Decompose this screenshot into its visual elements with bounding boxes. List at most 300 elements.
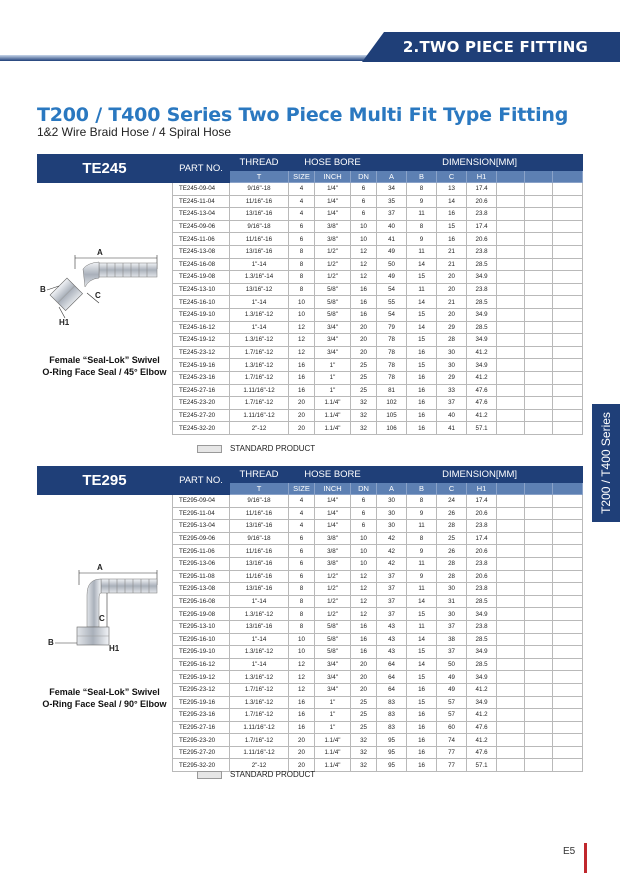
table-cell: 41 bbox=[437, 422, 467, 435]
table-cell: 37 bbox=[377, 570, 407, 583]
table-row bbox=[173, 346, 583, 359]
table-row bbox=[173, 683, 583, 696]
empty-cell bbox=[553, 495, 583, 508]
sub-col-inch: INCH bbox=[315, 171, 351, 183]
table-cell: 23.8 bbox=[467, 520, 497, 533]
empty-cell bbox=[553, 296, 583, 309]
table-cell: 12 bbox=[289, 321, 315, 334]
svg-text:B: B bbox=[48, 638, 54, 647]
sub-col-size: SIZE bbox=[289, 483, 315, 495]
empty-cell bbox=[553, 409, 583, 422]
empty-cell bbox=[525, 183, 553, 196]
table-row bbox=[173, 308, 583, 321]
sub-col-blank bbox=[525, 483, 553, 495]
table-cell: 1.3/16"-14 bbox=[230, 271, 289, 284]
table-cell: 13/16"-16 bbox=[230, 208, 289, 221]
table-cell: 49 bbox=[437, 671, 467, 684]
table-cell: 10 bbox=[351, 532, 377, 545]
table-cell: 15 bbox=[407, 271, 437, 284]
table-cell: 20 bbox=[351, 683, 377, 696]
table-cell: 14 bbox=[407, 595, 437, 608]
table-cell: 37 bbox=[377, 583, 407, 596]
table-cell: 15 bbox=[437, 220, 467, 233]
table-cell: 47.6 bbox=[467, 746, 497, 759]
table-cell: 30 bbox=[437, 608, 467, 621]
table-row bbox=[173, 671, 583, 684]
table-cell: 16 bbox=[407, 759, 437, 772]
part-number-cell: TE295-11-08 bbox=[173, 570, 230, 583]
table-cell: 16 bbox=[407, 721, 437, 734]
table-cell: 9 bbox=[407, 233, 437, 246]
table-row bbox=[173, 233, 583, 246]
table-cell: 14 bbox=[407, 258, 437, 271]
table-cell: 23.8 bbox=[467, 620, 497, 633]
table-row bbox=[173, 245, 583, 258]
empty-cell bbox=[525, 208, 553, 221]
table-cell: 20 bbox=[289, 759, 315, 772]
legend-label: STANDARD PRODUCT bbox=[230, 770, 316, 779]
empty-cell bbox=[525, 683, 553, 696]
empty-cell bbox=[525, 409, 553, 422]
empty-cell bbox=[525, 296, 553, 309]
table-cell: 43 bbox=[377, 646, 407, 659]
table-row bbox=[173, 709, 583, 722]
table-cell: 10 bbox=[351, 557, 377, 570]
table-cell: 34.9 bbox=[467, 308, 497, 321]
empty-cell bbox=[553, 570, 583, 583]
table-cell: 41.2 bbox=[467, 409, 497, 422]
table-cell: 1/2" bbox=[315, 271, 351, 284]
table-cell: 1/2" bbox=[315, 595, 351, 608]
table-cell: 9 bbox=[407, 195, 437, 208]
table-cell: 8 bbox=[407, 220, 437, 233]
table-cell: 57 bbox=[437, 709, 467, 722]
table-cell: 30 bbox=[437, 346, 467, 359]
empty-cell bbox=[497, 583, 525, 596]
table-cell: 32 bbox=[351, 734, 377, 747]
part-number-cell: TE245-13-04 bbox=[173, 208, 230, 221]
table-cell: 81 bbox=[377, 384, 407, 397]
table-cell: 23.8 bbox=[467, 208, 497, 221]
table-cell: 25 bbox=[351, 696, 377, 709]
sub-col-dn: DN bbox=[351, 483, 377, 495]
col-hose-bore: HOSE BORE bbox=[289, 155, 377, 171]
empty-cell bbox=[553, 532, 583, 545]
table-cell: 13/16"-12 bbox=[230, 283, 289, 296]
table-cell: 13 bbox=[437, 183, 467, 196]
empty-cell bbox=[497, 296, 525, 309]
table-cell: 23.8 bbox=[467, 583, 497, 596]
table-cell: 20 bbox=[289, 422, 315, 435]
table-cell: 11/16"-16 bbox=[230, 507, 289, 520]
svg-text:C: C bbox=[95, 291, 101, 300]
table-cell: 14 bbox=[407, 658, 437, 671]
empty-cell bbox=[553, 308, 583, 321]
table-row bbox=[173, 321, 583, 334]
col-part-no: PART NO. bbox=[173, 467, 230, 495]
table-cell: 1.1/4" bbox=[315, 734, 351, 747]
table-cell: 28 bbox=[437, 520, 467, 533]
table-cell: 16 bbox=[351, 646, 377, 659]
part-number-cell: TE245-19-16 bbox=[173, 359, 230, 372]
empty-cell bbox=[497, 759, 525, 772]
table-cell: 41.2 bbox=[467, 709, 497, 722]
table-cell: 41.2 bbox=[467, 346, 497, 359]
empty-cell bbox=[525, 271, 553, 284]
table-cell: 1.3/16"-12 bbox=[230, 608, 289, 621]
empty-cell bbox=[497, 359, 525, 372]
table-cell: 1.7/16"-12 bbox=[230, 346, 289, 359]
table-cell: 15 bbox=[407, 308, 437, 321]
table-cell: 16 bbox=[289, 709, 315, 722]
col-dimension: DIMENSION[MM] bbox=[377, 155, 583, 171]
col-hose-bore: HOSE BORE bbox=[289, 467, 377, 483]
empty-cell bbox=[497, 220, 525, 233]
table-cell: 54 bbox=[377, 283, 407, 296]
empty-cell bbox=[553, 371, 583, 384]
table-cell: 1/4" bbox=[315, 195, 351, 208]
empty-cell bbox=[497, 620, 525, 633]
page-subtitle: 1&2 Wire Braid Hose / 4 Spiral Hose bbox=[37, 125, 232, 139]
empty-cell bbox=[525, 321, 553, 334]
table-cell: 1.3/16"-12 bbox=[230, 359, 289, 372]
part-number-cell: TE295-13-06 bbox=[173, 557, 230, 570]
table-cell: 16 bbox=[437, 233, 467, 246]
part-number-cell: TE295-23-16 bbox=[173, 709, 230, 722]
table-cell: 37 bbox=[377, 208, 407, 221]
table-cell: 37 bbox=[377, 608, 407, 621]
table-cell: 5/8" bbox=[315, 308, 351, 321]
part-number-cell: TE245-16-10 bbox=[173, 296, 230, 309]
sub-col-inch: INCH bbox=[315, 483, 351, 495]
empty-cell bbox=[553, 583, 583, 596]
table-cell: 8 bbox=[289, 258, 315, 271]
table-cell: 15 bbox=[407, 671, 437, 684]
table-cell: 12 bbox=[289, 334, 315, 347]
empty-cell bbox=[525, 746, 553, 759]
table-cell: 4 bbox=[289, 195, 315, 208]
table-cell: 16 bbox=[407, 734, 437, 747]
empty-cell bbox=[553, 545, 583, 558]
table-cell: 1/4" bbox=[315, 208, 351, 221]
model-label: TE245 bbox=[37, 154, 172, 183]
table-cell: 24 bbox=[437, 495, 467, 508]
table-cell: 16 bbox=[407, 709, 437, 722]
table-cell: 3/4" bbox=[315, 658, 351, 671]
table-cell: 4 bbox=[289, 208, 315, 221]
empty-cell bbox=[497, 633, 525, 646]
part-number-cell: TE245-09-04 bbox=[173, 183, 230, 196]
empty-cell bbox=[525, 371, 553, 384]
table-cell: 21 bbox=[437, 296, 467, 309]
empty-cell bbox=[553, 608, 583, 621]
table-cell: 3/8" bbox=[315, 532, 351, 545]
table-cell: 6 bbox=[351, 495, 377, 508]
series-side-tab bbox=[592, 404, 620, 522]
empty-cell bbox=[553, 208, 583, 221]
table-cell: 16 bbox=[289, 371, 315, 384]
table-cell: 95 bbox=[377, 759, 407, 772]
table-cell: 8 bbox=[289, 595, 315, 608]
empty-cell bbox=[553, 520, 583, 533]
empty-cell bbox=[553, 359, 583, 372]
table-cell: 32 bbox=[351, 422, 377, 435]
empty-cell bbox=[553, 258, 583, 271]
col-thread: THREAD bbox=[230, 155, 289, 171]
table-cell: 6 bbox=[289, 233, 315, 246]
table-cell: 11 bbox=[407, 520, 437, 533]
part-number-cell: TE295-23-12 bbox=[173, 683, 230, 696]
part-number-cell: TE295-16-12 bbox=[173, 658, 230, 671]
table-cell: 1.3/16"-12 bbox=[230, 696, 289, 709]
table-cell: 12 bbox=[351, 583, 377, 596]
table-cell: 20.6 bbox=[467, 570, 497, 583]
empty-cell bbox=[525, 195, 553, 208]
empty-cell bbox=[553, 384, 583, 397]
empty-cell bbox=[525, 759, 553, 772]
table-cell: 10 bbox=[289, 296, 315, 309]
table-cell: 21 bbox=[437, 245, 467, 258]
empty-cell bbox=[553, 658, 583, 671]
col-dimension: DIMENSION[MM] bbox=[377, 467, 583, 483]
table-cell: 1/2" bbox=[315, 245, 351, 258]
table-cell: 16 bbox=[407, 409, 437, 422]
table-cell: 1.1/4" bbox=[315, 422, 351, 435]
empty-cell bbox=[553, 397, 583, 410]
empty-cell bbox=[553, 507, 583, 520]
table-cell: 1"-14 bbox=[230, 595, 289, 608]
table-cell: 57.1 bbox=[467, 759, 497, 772]
empty-cell bbox=[553, 709, 583, 722]
table-cell: 23.8 bbox=[467, 557, 497, 570]
table-cell: 3/4" bbox=[315, 346, 351, 359]
table-cell: 12 bbox=[289, 346, 315, 359]
table-cell: 11/16"-16 bbox=[230, 233, 289, 246]
table-cell: 11/16"-16 bbox=[230, 570, 289, 583]
svg-text:A: A bbox=[97, 248, 103, 257]
table-cell: 47.6 bbox=[467, 397, 497, 410]
table-cell: 1/2" bbox=[315, 583, 351, 596]
empty-cell bbox=[497, 384, 525, 397]
empty-cell bbox=[525, 283, 553, 296]
part-number-cell: TE245-13-08 bbox=[173, 245, 230, 258]
empty-cell bbox=[553, 671, 583, 684]
table-cell: 16 bbox=[351, 296, 377, 309]
table-cell: 4 bbox=[289, 495, 315, 508]
table-row bbox=[173, 583, 583, 596]
table-cell: 20 bbox=[351, 334, 377, 347]
table-cell: 12 bbox=[289, 683, 315, 696]
table-cell: 5/8" bbox=[315, 646, 351, 659]
part-number-cell: TE295-16-10 bbox=[173, 633, 230, 646]
part-number-cell: TE245-09-06 bbox=[173, 220, 230, 233]
table-cell: 30 bbox=[437, 583, 467, 596]
empty-cell bbox=[497, 233, 525, 246]
section-title: 2.TWO PIECE FITTING bbox=[402, 38, 588, 56]
empty-cell bbox=[525, 397, 553, 410]
part-number-cell: TE245-23-12 bbox=[173, 346, 230, 359]
empty-cell bbox=[525, 633, 553, 646]
table-cell: 17.4 bbox=[467, 220, 497, 233]
table-cell: 10 bbox=[351, 220, 377, 233]
part-number-cell: TE245-13-10 bbox=[173, 283, 230, 296]
table-cell: 10 bbox=[289, 646, 315, 659]
sub-col-a: A bbox=[377, 483, 407, 495]
elbow-90-drawing bbox=[37, 495, 172, 665]
table-cell: 28.5 bbox=[467, 658, 497, 671]
table-cell: 20 bbox=[289, 409, 315, 422]
table-cell: 20 bbox=[289, 397, 315, 410]
table-cell: 25 bbox=[351, 371, 377, 384]
col-thread: THREAD bbox=[230, 467, 289, 483]
table-row bbox=[173, 545, 583, 558]
part-number-cell: TE295-19-10 bbox=[173, 646, 230, 659]
table-cell: 8 bbox=[407, 183, 437, 196]
table-cell: 17.4 bbox=[467, 183, 497, 196]
table-cell: 78 bbox=[377, 334, 407, 347]
table-cell: 1/4" bbox=[315, 183, 351, 196]
empty-cell bbox=[525, 220, 553, 233]
table-cell: 95 bbox=[377, 746, 407, 759]
table-cell: 1/4" bbox=[315, 507, 351, 520]
table-cell: 3/4" bbox=[315, 334, 351, 347]
empty-cell bbox=[497, 422, 525, 435]
table-row bbox=[173, 595, 583, 608]
sub-col-blank bbox=[553, 171, 583, 183]
table-cell: 11 bbox=[407, 583, 437, 596]
empty-cell bbox=[497, 495, 525, 508]
table-cell: 4 bbox=[289, 520, 315, 533]
page-title: T200 / T400 Series Two Piece Multi Fit Type Fitting bbox=[37, 104, 569, 126]
part-number-cell: TE295-27-20 bbox=[173, 746, 230, 759]
table-cell: 20 bbox=[289, 734, 315, 747]
table-cell: 14 bbox=[407, 296, 437, 309]
empty-cell bbox=[525, 346, 553, 359]
part-number-cell: TE295-11-06 bbox=[173, 545, 230, 558]
table-cell: 78 bbox=[377, 371, 407, 384]
table-cell: 9 bbox=[407, 507, 437, 520]
table-cell: 12 bbox=[351, 595, 377, 608]
table-row bbox=[173, 646, 583, 659]
table-cell: 20 bbox=[437, 308, 467, 321]
table-row bbox=[173, 734, 583, 747]
empty-cell bbox=[497, 595, 525, 608]
table-cell: 6 bbox=[351, 507, 377, 520]
table-row bbox=[173, 397, 583, 410]
empty-cell bbox=[497, 683, 525, 696]
table-cell: 1/4" bbox=[315, 520, 351, 533]
sub-col-blank bbox=[497, 483, 525, 495]
table-cell: 23.8 bbox=[467, 283, 497, 296]
table-cell: 1" bbox=[315, 721, 351, 734]
empty-cell bbox=[497, 545, 525, 558]
part-number-cell: TE295-11-04 bbox=[173, 507, 230, 520]
empty-cell bbox=[553, 346, 583, 359]
empty-cell bbox=[525, 658, 553, 671]
table-cell: 79 bbox=[377, 321, 407, 334]
table-cell: 25 bbox=[351, 709, 377, 722]
sub-col-c: C bbox=[437, 171, 467, 183]
table-cell: 20 bbox=[437, 271, 467, 284]
table-row bbox=[173, 557, 583, 570]
empty-cell bbox=[553, 233, 583, 246]
empty-cell bbox=[525, 384, 553, 397]
empty-cell bbox=[525, 608, 553, 621]
empty-cell bbox=[525, 233, 553, 246]
table-cell: 30 bbox=[377, 520, 407, 533]
table-cell: 83 bbox=[377, 709, 407, 722]
empty-cell bbox=[553, 557, 583, 570]
empty-cell bbox=[497, 570, 525, 583]
table-cell: 15 bbox=[407, 334, 437, 347]
empty-cell bbox=[525, 532, 553, 545]
table-cell: 20 bbox=[351, 671, 377, 684]
empty-cell bbox=[525, 520, 553, 533]
table-cell: 42 bbox=[377, 532, 407, 545]
sub-col-a: A bbox=[377, 171, 407, 183]
table-cell: 2"-12 bbox=[230, 422, 289, 435]
elbow-45-drawing bbox=[37, 183, 172, 333]
table-row bbox=[173, 658, 583, 671]
empty-cell bbox=[525, 696, 553, 709]
empty-cell bbox=[497, 557, 525, 570]
empty-cell bbox=[497, 696, 525, 709]
table-cell: 54 bbox=[377, 308, 407, 321]
table-cell: 16 bbox=[351, 633, 377, 646]
svg-text:B: B bbox=[40, 285, 46, 294]
empty-cell bbox=[553, 245, 583, 258]
table-cell: 9 bbox=[407, 570, 437, 583]
table-row bbox=[173, 696, 583, 709]
table-cell: 8 bbox=[289, 245, 315, 258]
table-cell: 1.3/16"-12 bbox=[230, 334, 289, 347]
table-cell: 50 bbox=[437, 658, 467, 671]
table-cell: 42 bbox=[377, 545, 407, 558]
table-cell: 34.9 bbox=[467, 359, 497, 372]
table-cell: 37 bbox=[437, 620, 467, 633]
empty-cell bbox=[497, 346, 525, 359]
table-cell: 6 bbox=[351, 195, 377, 208]
table-cell: 1/4" bbox=[315, 495, 351, 508]
table-cell: 1.3/16"-12 bbox=[230, 646, 289, 659]
table-cell: 6 bbox=[289, 570, 315, 583]
empty-cell bbox=[553, 696, 583, 709]
table-cell: 16 bbox=[407, 746, 437, 759]
table-cell: 1.7/16"-12 bbox=[230, 397, 289, 410]
table-cell: 11 bbox=[407, 208, 437, 221]
empty-cell bbox=[525, 583, 553, 596]
empty-cell bbox=[497, 671, 525, 684]
table-cell: 1"-14 bbox=[230, 258, 289, 271]
part-number-cell: TE295-23-20 bbox=[173, 734, 230, 747]
table-cell: 105 bbox=[377, 409, 407, 422]
table-cell: 16 bbox=[289, 384, 315, 397]
table-row bbox=[173, 633, 583, 646]
table-cell: 28.5 bbox=[467, 258, 497, 271]
table-cell: 1.11/16"-12 bbox=[230, 384, 289, 397]
table-body bbox=[173, 495, 583, 772]
table-cell: 78 bbox=[377, 346, 407, 359]
table-cell: 28 bbox=[437, 334, 467, 347]
sub-col-blank bbox=[525, 171, 553, 183]
table-cell: 64 bbox=[377, 658, 407, 671]
sub-col-t: T bbox=[230, 483, 289, 495]
table-cell: 41.2 bbox=[467, 371, 497, 384]
part-number-cell: TE245-16-12 bbox=[173, 321, 230, 334]
empty-cell bbox=[497, 371, 525, 384]
table-cell: 8 bbox=[289, 283, 315, 296]
table-cell: 28.5 bbox=[467, 633, 497, 646]
